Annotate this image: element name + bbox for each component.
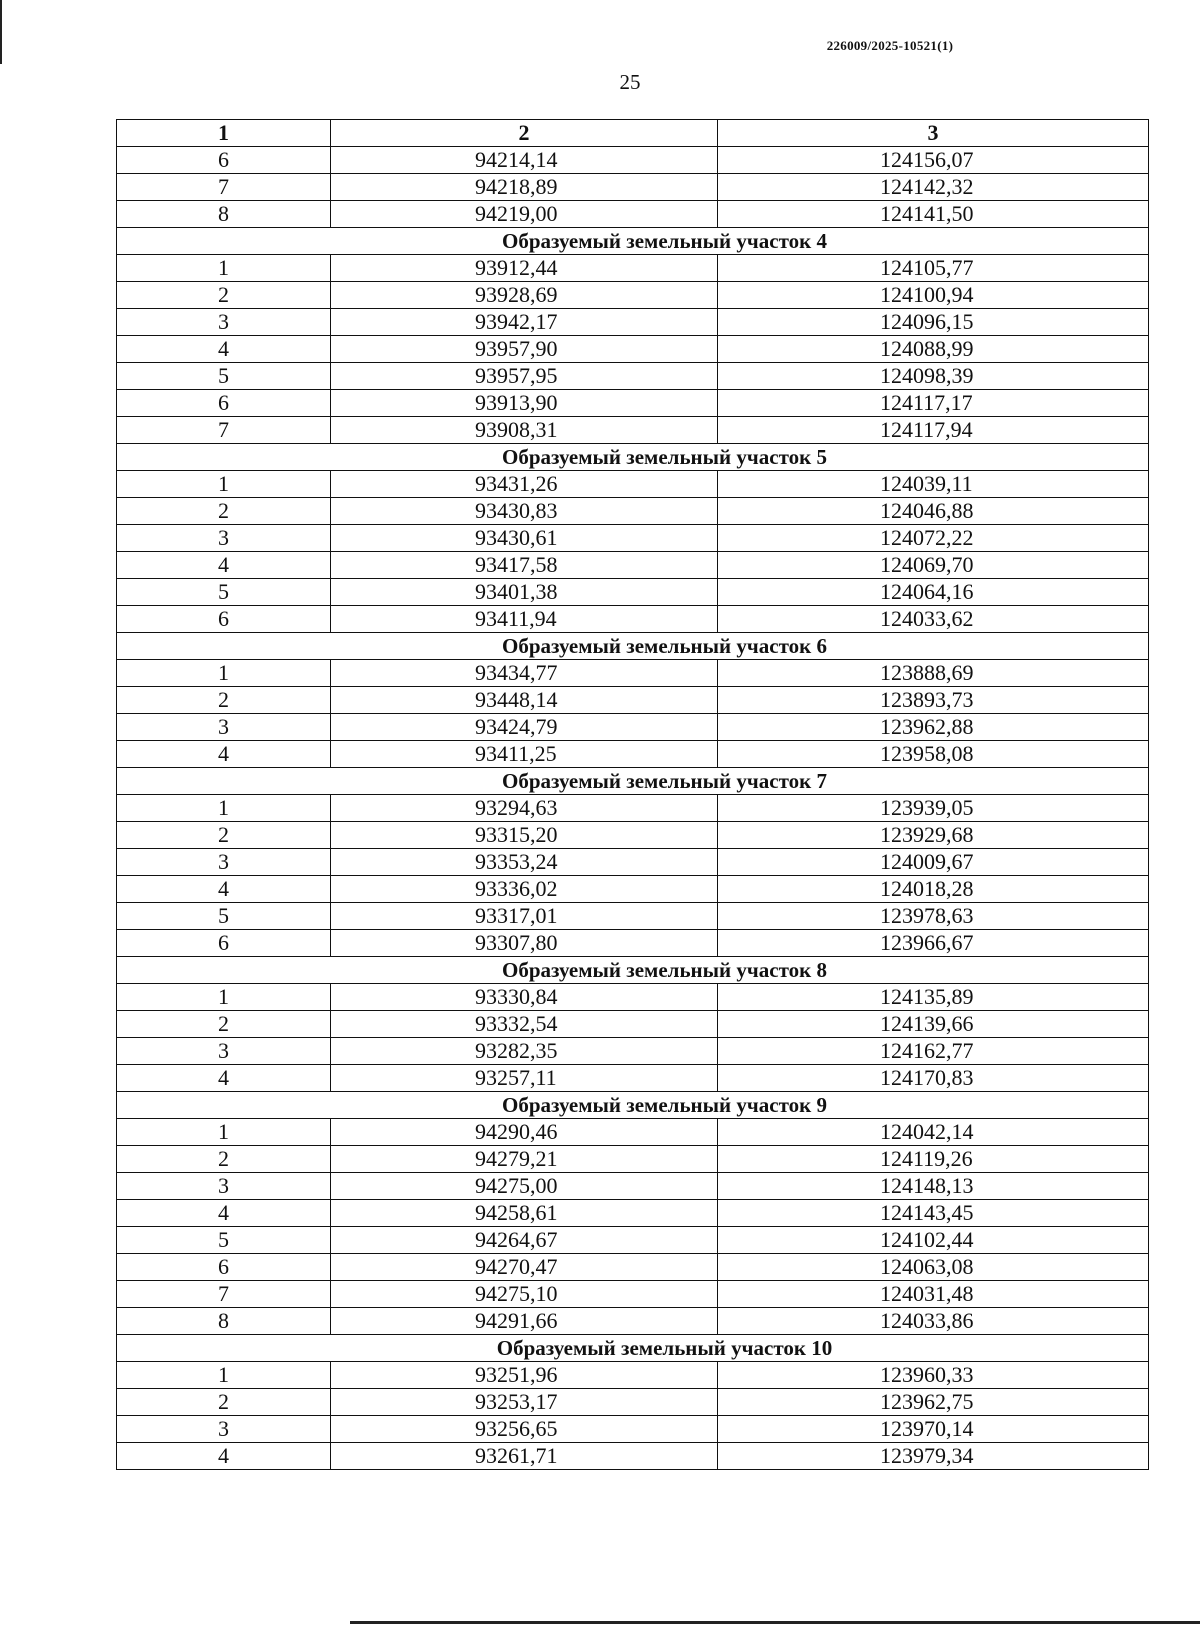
table-row (117, 1281, 1149, 1308)
section-title: Образуемый земельный участок 9 (117, 1092, 1149, 1119)
point-number-cell: 2 (117, 282, 331, 309)
y-coordinate-cell: 124117,94 (718, 417, 1149, 444)
section-row (117, 633, 1149, 660)
x-coordinate-cell: 94270,47 (331, 1254, 718, 1281)
point-number-cell: 1 (117, 1119, 331, 1146)
x-coordinate-cell: 93411,25 (331, 741, 718, 768)
y-coordinate-cell: 123962,75 (718, 1389, 1149, 1416)
y-coordinate-cell: 123962,88 (718, 714, 1149, 741)
point-number-cell: 6 (117, 147, 331, 174)
table-row (117, 876, 1149, 903)
point-number-cell: 3 (117, 525, 331, 552)
scan-bottom-line (350, 1621, 1200, 1624)
x-coordinate-cell: 93434,77 (331, 660, 718, 687)
point-number-cell: 4 (117, 1065, 331, 1092)
section-row (117, 1335, 1149, 1362)
table-row (117, 309, 1149, 336)
table-row (117, 660, 1149, 687)
point-number-cell: 7 (117, 174, 331, 201)
x-coordinate-cell: 93448,14 (331, 687, 718, 714)
point-number-cell: 1 (117, 660, 331, 687)
table-row (117, 552, 1149, 579)
y-coordinate-cell: 123958,08 (718, 741, 1149, 768)
point-number-cell: 4 (117, 1443, 331, 1470)
table-row (117, 1200, 1149, 1227)
x-coordinate-cell: 93256,65 (331, 1416, 718, 1443)
x-coordinate-cell: 94275,10 (331, 1281, 718, 1308)
table-row (117, 903, 1149, 930)
point-number-cell: 8 (117, 1308, 331, 1335)
y-coordinate-cell: 123966,67 (718, 930, 1149, 957)
x-coordinate-cell: 93411,94 (331, 606, 718, 633)
x-coordinate-cell: 94218,89 (331, 174, 718, 201)
table-row (117, 1308, 1149, 1335)
x-coordinate-cell: 93430,61 (331, 525, 718, 552)
x-coordinate-cell: 93332,54 (331, 1011, 718, 1038)
point-number-cell: 2 (117, 822, 331, 849)
point-number-cell: 1 (117, 255, 331, 282)
column-header-y: 3 (718, 120, 1149, 147)
y-coordinate-cell: 124148,13 (718, 1173, 1149, 1200)
table-row (117, 1254, 1149, 1281)
point-number-cell: 1 (117, 795, 331, 822)
x-coordinate-cell: 94290,46 (331, 1119, 718, 1146)
x-coordinate-cell: 94291,66 (331, 1308, 718, 1335)
y-coordinate-cell: 123960,33 (718, 1362, 1149, 1389)
x-coordinate-cell: 93282,35 (331, 1038, 718, 1065)
section-title: Образуемый земельный участок 4 (117, 228, 1149, 255)
table-row (117, 741, 1149, 768)
y-coordinate-cell: 123929,68 (718, 822, 1149, 849)
table-row (117, 1065, 1149, 1092)
x-coordinate-cell: 93431,26 (331, 471, 718, 498)
y-coordinate-cell: 124096,15 (718, 309, 1149, 336)
point-number-cell: 4 (117, 876, 331, 903)
table-row (117, 1119, 1149, 1146)
point-number-cell: 2 (117, 1146, 331, 1173)
table-row (117, 201, 1149, 228)
table-row (117, 147, 1149, 174)
y-coordinate-cell: 124018,28 (718, 876, 1149, 903)
y-coordinate-cell: 124046,88 (718, 498, 1149, 525)
y-coordinate-cell: 124105,77 (718, 255, 1149, 282)
point-number-cell: 3 (117, 1416, 331, 1443)
y-coordinate-cell: 123970,14 (718, 1416, 1149, 1443)
x-coordinate-cell: 94275,00 (331, 1173, 718, 1200)
y-coordinate-cell: 123979,34 (718, 1443, 1149, 1470)
y-coordinate-cell: 124100,94 (718, 282, 1149, 309)
page-number: 25 (619, 70, 641, 94)
table-row (117, 984, 1149, 1011)
y-coordinate-cell: 124069,70 (718, 552, 1149, 579)
point-number-cell: 2 (117, 1011, 331, 1038)
y-coordinate-cell: 124088,99 (718, 336, 1149, 363)
table-row (117, 795, 1149, 822)
x-coordinate-cell: 93424,79 (331, 714, 718, 741)
y-coordinate-cell: 124072,22 (718, 525, 1149, 552)
section-row (117, 957, 1149, 984)
x-coordinate-cell: 93942,17 (331, 309, 718, 336)
table-row (117, 714, 1149, 741)
table-row (117, 336, 1149, 363)
point-number-cell: 6 (117, 606, 331, 633)
point-number-cell: 3 (117, 309, 331, 336)
point-number-cell: 2 (117, 1389, 331, 1416)
y-coordinate-cell: 124139,66 (718, 1011, 1149, 1038)
table-row (117, 1416, 1149, 1443)
section-row (117, 444, 1149, 471)
table-row (117, 282, 1149, 309)
x-coordinate-cell: 93315,20 (331, 822, 718, 849)
table-row (117, 1443, 1149, 1470)
point-number-cell: 3 (117, 849, 331, 876)
y-coordinate-cell: 124141,50 (718, 201, 1149, 228)
table-row (117, 363, 1149, 390)
point-number-cell: 4 (117, 741, 331, 768)
x-coordinate-cell: 93957,90 (331, 336, 718, 363)
y-coordinate-cell: 124063,08 (718, 1254, 1149, 1281)
section-title: Образуемый земельный участок 8 (117, 957, 1149, 984)
y-coordinate-cell: 124033,86 (718, 1308, 1149, 1335)
section-title: Образуемый земельный участок 5 (117, 444, 1149, 471)
point-number-cell: 8 (117, 201, 331, 228)
table-row (117, 255, 1149, 282)
x-coordinate-cell: 93913,90 (331, 390, 718, 417)
y-coordinate-cell: 124098,39 (718, 363, 1149, 390)
document-number: 226009/2025-10521(1) (826, 38, 954, 53)
x-coordinate-cell: 94214,14 (331, 147, 718, 174)
x-coordinate-cell: 94258,61 (331, 1200, 718, 1227)
y-coordinate-cell: 124009,67 (718, 849, 1149, 876)
table-row (117, 471, 1149, 498)
x-coordinate-cell: 94219,00 (331, 201, 718, 228)
y-coordinate-cell: 124170,83 (718, 1065, 1149, 1092)
point-number-cell: 7 (117, 417, 331, 444)
point-number-cell: 1 (117, 471, 331, 498)
table-row (117, 417, 1149, 444)
x-coordinate-cell: 93912,44 (331, 255, 718, 282)
point-number-cell: 4 (117, 336, 331, 363)
x-coordinate-cell: 93401,38 (331, 579, 718, 606)
table-row (117, 525, 1149, 552)
table-row (117, 1389, 1149, 1416)
y-coordinate-cell: 124142,32 (718, 174, 1149, 201)
y-coordinate-cell: 124042,14 (718, 1119, 1149, 1146)
y-coordinate-cell: 124064,16 (718, 579, 1149, 606)
table-header-row (117, 120, 1149, 147)
table-row (117, 1146, 1149, 1173)
table-row (117, 606, 1149, 633)
x-coordinate-cell: 93307,80 (331, 930, 718, 957)
y-coordinate-cell: 124039,11 (718, 471, 1149, 498)
x-coordinate-cell: 93430,83 (331, 498, 718, 525)
y-coordinate-cell: 123978,63 (718, 903, 1149, 930)
x-coordinate-cell: 93253,17 (331, 1389, 718, 1416)
section-title: Образуемый земельный участок 7 (117, 768, 1149, 795)
table-row (117, 579, 1149, 606)
table-row (117, 1173, 1149, 1200)
y-coordinate-cell: 124102,44 (718, 1227, 1149, 1254)
x-coordinate-cell: 93330,84 (331, 984, 718, 1011)
coordinates-table (116, 119, 1149, 1470)
point-number-cell: 3 (117, 1173, 331, 1200)
x-coordinate-cell: 94279,21 (331, 1146, 718, 1173)
x-coordinate-cell: 93261,71 (331, 1443, 718, 1470)
y-coordinate-cell: 124162,77 (718, 1038, 1149, 1065)
section-row (117, 768, 1149, 795)
point-number-cell: 5 (117, 363, 331, 390)
point-number-cell: 7 (117, 1281, 331, 1308)
x-coordinate-cell: 93928,69 (331, 282, 718, 309)
table-row (117, 1038, 1149, 1065)
point-number-cell: 2 (117, 687, 331, 714)
section-title: Образуемый земельный участок 10 (117, 1335, 1149, 1362)
table-row (117, 849, 1149, 876)
table-row (117, 822, 1149, 849)
y-coordinate-cell: 124135,89 (718, 984, 1149, 1011)
y-coordinate-cell: 124143,45 (718, 1200, 1149, 1227)
y-coordinate-cell: 123893,73 (718, 687, 1149, 714)
point-number-cell: 6 (117, 930, 331, 957)
table-row (117, 1227, 1149, 1254)
table-row (117, 1362, 1149, 1389)
scan-edge-line (0, 0, 2, 64)
table-row (117, 1011, 1149, 1038)
point-number-cell: 5 (117, 903, 331, 930)
point-number-cell: 1 (117, 984, 331, 1011)
table-row (117, 687, 1149, 714)
table-row (117, 174, 1149, 201)
table-row (117, 390, 1149, 417)
x-coordinate-cell: 94264,67 (331, 1227, 718, 1254)
x-coordinate-cell: 93251,96 (331, 1362, 718, 1389)
x-coordinate-cell: 93353,24 (331, 849, 718, 876)
x-coordinate-cell: 93257,11 (331, 1065, 718, 1092)
point-number-cell: 6 (117, 1254, 331, 1281)
y-coordinate-cell: 124033,62 (718, 606, 1149, 633)
x-coordinate-cell: 93908,31 (331, 417, 718, 444)
section-row (117, 228, 1149, 255)
table-row (117, 498, 1149, 525)
point-number-cell: 6 (117, 390, 331, 417)
table-row (117, 930, 1149, 957)
column-header-x: 2 (331, 120, 718, 147)
x-coordinate-cell: 93336,02 (331, 876, 718, 903)
table-body (117, 147, 1149, 1470)
point-number-cell: 3 (117, 714, 331, 741)
point-number-cell: 1 (117, 1362, 331, 1389)
x-coordinate-cell: 93417,58 (331, 552, 718, 579)
point-number-cell: 3 (117, 1038, 331, 1065)
y-coordinate-cell: 124031,48 (718, 1281, 1149, 1308)
point-number-cell: 5 (117, 1227, 331, 1254)
x-coordinate-cell: 93317,01 (331, 903, 718, 930)
section-row (117, 1092, 1149, 1119)
y-coordinate-cell: 124117,17 (718, 390, 1149, 417)
point-number-cell: 4 (117, 552, 331, 579)
section-title: Образуемый земельный участок 6 (117, 633, 1149, 660)
y-coordinate-cell: 123888,69 (718, 660, 1149, 687)
y-coordinate-cell: 124119,26 (718, 1146, 1149, 1173)
x-coordinate-cell: 93957,95 (331, 363, 718, 390)
point-number-cell: 5 (117, 579, 331, 606)
y-coordinate-cell: 124156,07 (718, 147, 1149, 174)
point-number-cell: 4 (117, 1200, 331, 1227)
y-coordinate-cell: 123939,05 (718, 795, 1149, 822)
x-coordinate-cell: 93294,63 (331, 795, 718, 822)
column-header-point: 1 (117, 120, 331, 147)
point-number-cell: 2 (117, 498, 331, 525)
